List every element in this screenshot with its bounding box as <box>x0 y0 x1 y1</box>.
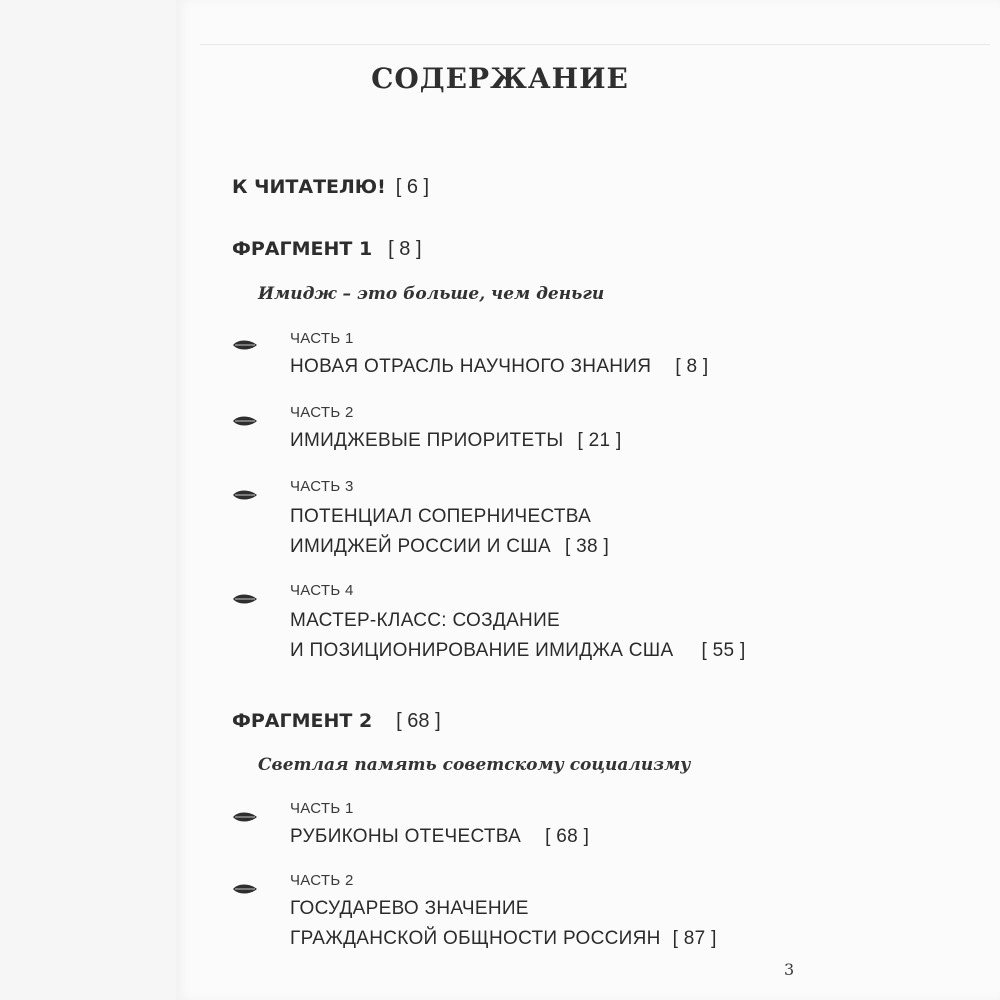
toc-entry-page: [ 6 ] <box>395 176 430 198</box>
toc-part-label: ЧАСТЬ 2 <box>290 872 354 889</box>
toc-part-label: ЧАСТЬ 4 <box>290 582 354 599</box>
page-number: 3 <box>784 960 795 979</box>
toc-part-title-line: НОВАЯ ОТРАСЛЬ НАУЧНОГО ЗНАНИЯ <box>290 356 652 377</box>
toc-part-title-line: ПОТЕНЦИАЛ СОПЕРНИЧЕСТВА <box>290 506 592 527</box>
toc-part-label: ЧАСТЬ 3 <box>290 478 354 495</box>
toc-fragment-label: ФРАГМЕНТ 1 <box>232 238 373 260</box>
toc-part-title <box>290 822 589 852</box>
toc-part-title-line: ИМИДЖЕЙ РОССИИ И США <box>290 536 551 557</box>
background-left-margin <box>0 0 176 1000</box>
toc-part-title-line: И ПОЗИЦИОНИРОВАНИЕ ИМИДЖА США <box>290 640 674 661</box>
leaf-bullet-icon <box>232 338 258 352</box>
toc-entry-label: К ЧИТАТЕЛЮ! <box>232 176 386 198</box>
toc-fragment-2 <box>232 710 441 733</box>
leaf-bullet-icon <box>232 414 258 428</box>
toc-part-title-line: РУБИКОНЫ ОТЕЧЕСТВА <box>290 826 522 847</box>
toc-part-title <box>290 894 717 954</box>
toc-part-page: [ 87 ] <box>672 928 717 949</box>
toc-part-title <box>290 426 622 456</box>
toc-part-label: ЧАСТЬ 2 <box>290 404 354 421</box>
leaf-bullet-icon <box>232 810 258 824</box>
toc-entry-to-reader <box>232 176 429 199</box>
toc-fragment-subtitle: Светлая память советскому социализму <box>258 755 691 775</box>
toc-fragment-page: [ 8 ] <box>388 238 422 260</box>
toc-part-title <box>290 502 609 562</box>
toc-part-label: ЧАСТЬ 1 <box>290 330 354 347</box>
toc-part-title-line: ГОСУДАРЕВО ЗНАЧЕНИЕ <box>290 898 529 919</box>
toc-part-title <box>290 606 746 666</box>
leaf-bullet-icon <box>232 882 258 896</box>
toc-fragment-subtitle: Имидж – это больше, чем деньги <box>258 284 605 304</box>
toc-fragment-label: ФРАГМЕНТ 2 <box>232 710 373 732</box>
toc-part-page: [ 68 ] <box>545 826 590 847</box>
leaf-bullet-icon <box>232 592 258 606</box>
toc-part-title <box>290 352 709 382</box>
leaf-bullet-icon <box>232 488 258 502</box>
toc-part-label: ЧАСТЬ 1 <box>290 800 354 817</box>
toc-fragment-1 <box>232 238 422 261</box>
toc-fragment-page: [ 68 ] <box>396 710 441 732</box>
toc-part-page: [ 55 ] <box>701 640 746 661</box>
page-title: СОДЕРЖАНИЕ <box>371 62 629 95</box>
toc-part-title-line: ИМИДЖЕВЫЕ ПРИОРИТЕТЫ <box>290 430 564 451</box>
toc-part-page: [ 21 ] <box>577 430 622 451</box>
toc-part-title-line: ГРАЖДАНСКОЙ ОБЩНОСТИ РОССИЯН <box>290 928 661 949</box>
header-rule <box>200 44 990 45</box>
toc-part-page: [ 38 ] <box>564 536 610 557</box>
toc-part-title-line: МАСТЕР-КЛАСС: СОЗДАНИЕ <box>290 610 560 631</box>
toc-part-page: [ 8 ] <box>675 356 709 377</box>
